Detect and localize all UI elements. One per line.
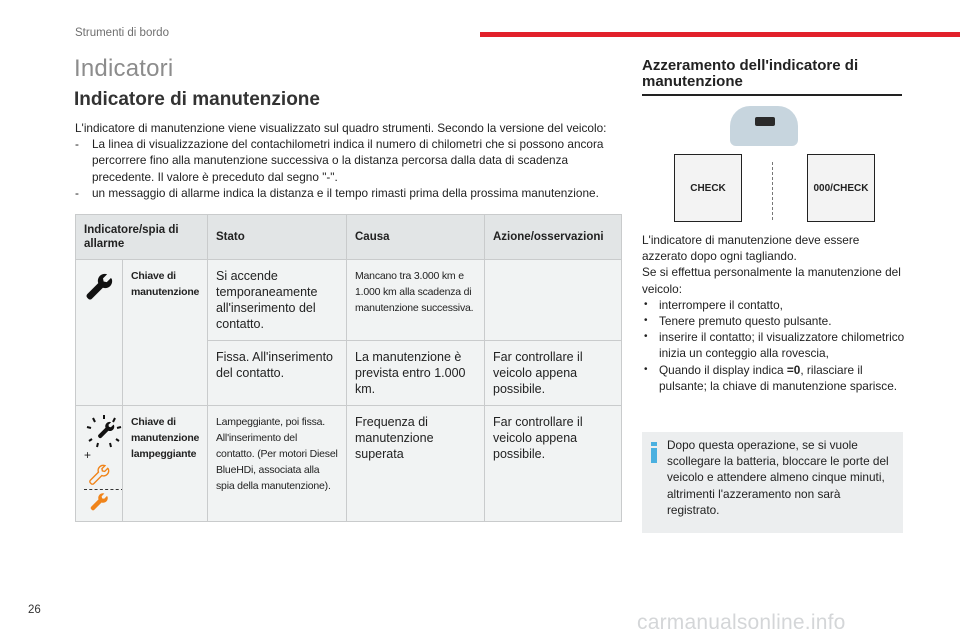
page-heading: Indicatori xyxy=(74,55,174,82)
indicator-table xyxy=(75,214,622,522)
section-title: Indicatore di manutenzione xyxy=(74,89,320,110)
indicator-name: Chiave di manutenzione xyxy=(123,260,208,406)
reset-paragraph: Se si effettua personalmente la manutenzione del veicolo: xyxy=(642,265,901,296)
column-header: Azione/osservazioni xyxy=(485,215,622,260)
reset-step: • inserire il contatto; il visualizzatore chilometrico inizia un conteggio alla rovescia, xyxy=(642,329,907,361)
step-text: Quando il display indica xyxy=(659,362,787,377)
reset-step: • interrompere il contatto, xyxy=(642,297,907,313)
dashed-separator xyxy=(84,489,124,490)
indicator-name: Chiave di manutenzione lampeggiante xyxy=(123,406,208,522)
table-cell-causa: Mancano tra 3.000 km e 1.000 km alla scadenza di manutenzione successiva. xyxy=(347,260,485,341)
section-accent-bar xyxy=(480,32,960,37)
section-header: Strumenti di bordo xyxy=(75,27,169,39)
table-cell-causa: Frequenza di manutenzione superata xyxy=(347,406,485,522)
table-row xyxy=(76,260,622,341)
page-number: 26 xyxy=(28,604,41,616)
watermark: carmanualsonline.info xyxy=(637,611,846,634)
table-cell-azione: Far controllare il veicolo appena possibile. xyxy=(485,406,622,522)
indicator-icon-cell xyxy=(76,260,123,406)
table-header-row xyxy=(76,215,622,260)
wrench-flashing-icon xyxy=(84,414,124,450)
table-cell-azione xyxy=(485,260,622,341)
table-cell-stato: Si accende temporaneamente all'inserimento del contatto. xyxy=(208,260,347,341)
info-icon xyxy=(651,442,657,463)
intro-text xyxy=(75,120,625,201)
info-note-text: Dopo questa operazione, se si vuole scollegare la batteria, bloccare le porte del veicolo e attendere almeno cinque minuti, altrimenti l'azzeramento non sarà registrato. xyxy=(667,438,889,517)
indicator-icon-cell xyxy=(76,406,123,522)
reset-illustration xyxy=(660,104,890,229)
plus-sign: + xyxy=(84,448,92,462)
wrench-icon xyxy=(84,272,114,302)
button-detail xyxy=(755,117,775,126)
wrench-outline-icon xyxy=(85,464,113,486)
intro-bullet: - un messaggio di allarme indica la distanza e il tempo rimasti prima della prossima manutenzione. xyxy=(75,185,625,201)
reset-instructions xyxy=(642,232,907,394)
intro-paragraph: L'indicatore di manutenzione viene visualizzato sul quadro strumenti. Secondo la versione del veicolo: xyxy=(75,121,607,135)
table-cell-stato: Lampeggiante, poi fissa. All'inserimento del contatto. (Per motori Diesel BlueHDi, associata alla spia della manutenzione). xyxy=(208,406,347,522)
reset-section-title: Azzeramento dell'indicatore di manutenzione xyxy=(642,57,859,90)
step-text: , rilasciare il pulsante; la chiave di manutenzione sparisce. xyxy=(659,362,898,393)
dashboard-button-illustration xyxy=(730,106,798,146)
column-header: Stato xyxy=(208,215,347,260)
wrench-orange-icon xyxy=(85,492,113,512)
reset-paragraph: L'indicatore di manutenzione deve essere azzerato dopo ogni tagliando. xyxy=(642,233,860,264)
table-cell-causa: La manutenzione è prevista entro 1.000 km. xyxy=(347,341,485,406)
intro-bullet: - La linea di visualizzazione del contachilometri indica il numero di chilometri che si possono ancora percorrere fino alla manutenzione successiva o la distanza percorsa dalla data di scadenza precedente. Il valore è preceduto dal segno "-". xyxy=(75,136,625,185)
check-button[interactable]: CHECK xyxy=(674,154,742,222)
reset-check-button[interactable]: 000/CHECK xyxy=(807,154,875,222)
table-row xyxy=(76,406,622,522)
dashed-divider xyxy=(772,162,773,220)
step-value: =0 xyxy=(786,362,801,377)
column-header: Indicatore/spia di allarme xyxy=(76,215,208,260)
reset-step xyxy=(642,362,907,394)
reset-step: • Tenere premuto questo pulsante. xyxy=(642,313,907,329)
table-cell-azione: Far controllare il veicolo appena possibile. xyxy=(485,341,622,406)
info-note xyxy=(642,432,903,533)
column-header: Causa xyxy=(347,215,485,260)
title-underline xyxy=(642,94,902,96)
table-cell-stato: Fissa. All'inserimento del contatto. xyxy=(208,341,347,406)
